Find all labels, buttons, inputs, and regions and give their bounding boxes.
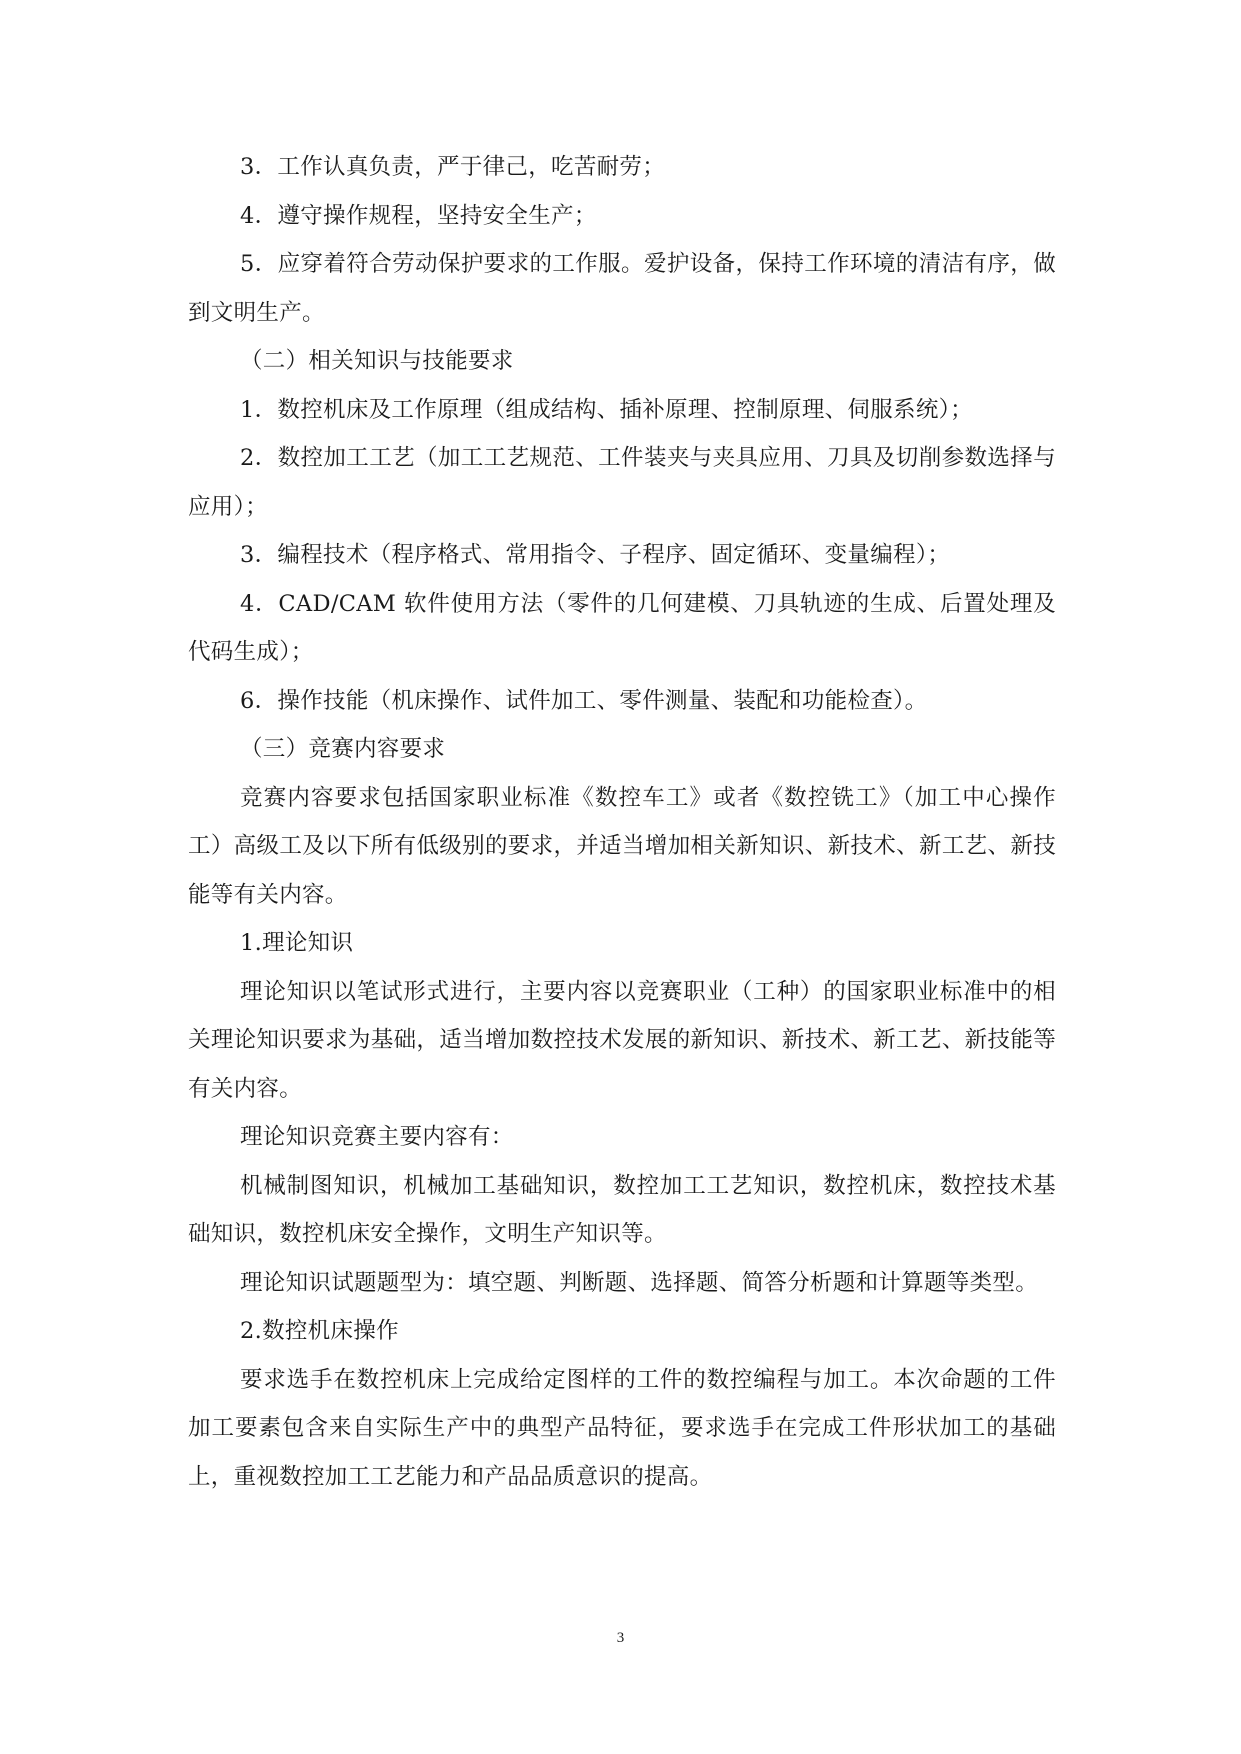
knowledge-item-6: 6．操作技能（机床操作、试件加工、零件测量、装配和功能检查）。 [240, 687, 928, 714]
paragraph-theory-content: 机械制图知识，机械加工基础知识，数控加工工艺知识，数控机床，数控技术基础知识，数控机床安全操作，文明生产知识等。 [188, 1172, 1056, 1247]
paragraph-question-types: 理论知识试题题型为：填空题、判断题、选择题、简答分析题和计算题等类型。 [240, 1269, 1039, 1296]
knowledge-item-1: 1．数控机床及工作原理（组成结构、插补原理、控制原理、伺服系统）； [240, 396, 973, 423]
paragraph-theory-content-intro: 理论知识竞赛主要内容有： [240, 1124, 514, 1150]
list-item-3: 3．工作认真负责，严于律己，吃苦耐劳； [240, 154, 666, 180]
list-item-4: 4．遵守操作规程，坚持安全生产； [240, 202, 597, 229]
knowledge-item-4: 4．CAD/CAM 软件使用方法（零件的几何建模、刀具轨迹的生成、后置处理及代码生成）； [188, 590, 1056, 665]
page-number: 3 [616, 1630, 625, 1646]
section-heading-3: （三）竞赛内容要求 [240, 736, 446, 762]
list-item-5: 5．应穿着符合劳动保护要求的工作服。爱护设备，保持工作环境的清洁有序，做到文明生产。 [188, 251, 1056, 326]
knowledge-item-3: 3．编程技术（程序格式、常用指令、子程序、固定循环、变量编程）； [240, 542, 951, 568]
paragraph-theory-format: 理论知识以笔试形式进行，主要内容以竞赛职业（工种）的国家职业标准中的相关理论知识要求为基础，适当增加数控技术发展的新知识、新技术、新工艺、新技能等有关内容。 [188, 978, 1056, 1102]
paragraph-competition-requirements: 竞赛内容要求包括国家职业标准《数控车工》或者《数控铣工》（加工中心操作工）高级工及以下所有低级别的要求，并适当增加相关新知识、新技术、新工艺、新技能等有关内容。 [188, 784, 1056, 908]
paragraph-cnc-operation: 要求选手在数控机床上完成给定图样的工件的数控编程与加工。本次命题的工件加工要素包含来自实际生产中的典型产品特征，要求选手在完成工件形状加工的基础上，重视数控加工工艺能力和产品品质意识的提高。 [188, 1366, 1056, 1490]
knowledge-item-2: 2．数控加工工艺（加工工艺规范、工件装夹与夹具应用、刀具及切削参数选择与应用）； [188, 445, 1056, 520]
document-body [188, 143, 1056, 1501]
subheading-cnc-operation: 2.数控机床操作 [240, 1318, 399, 1344]
subheading-theory: 1.理论知识 [240, 930, 354, 956]
section-heading-2: （二）相关知识与技能要求 [240, 348, 514, 374]
